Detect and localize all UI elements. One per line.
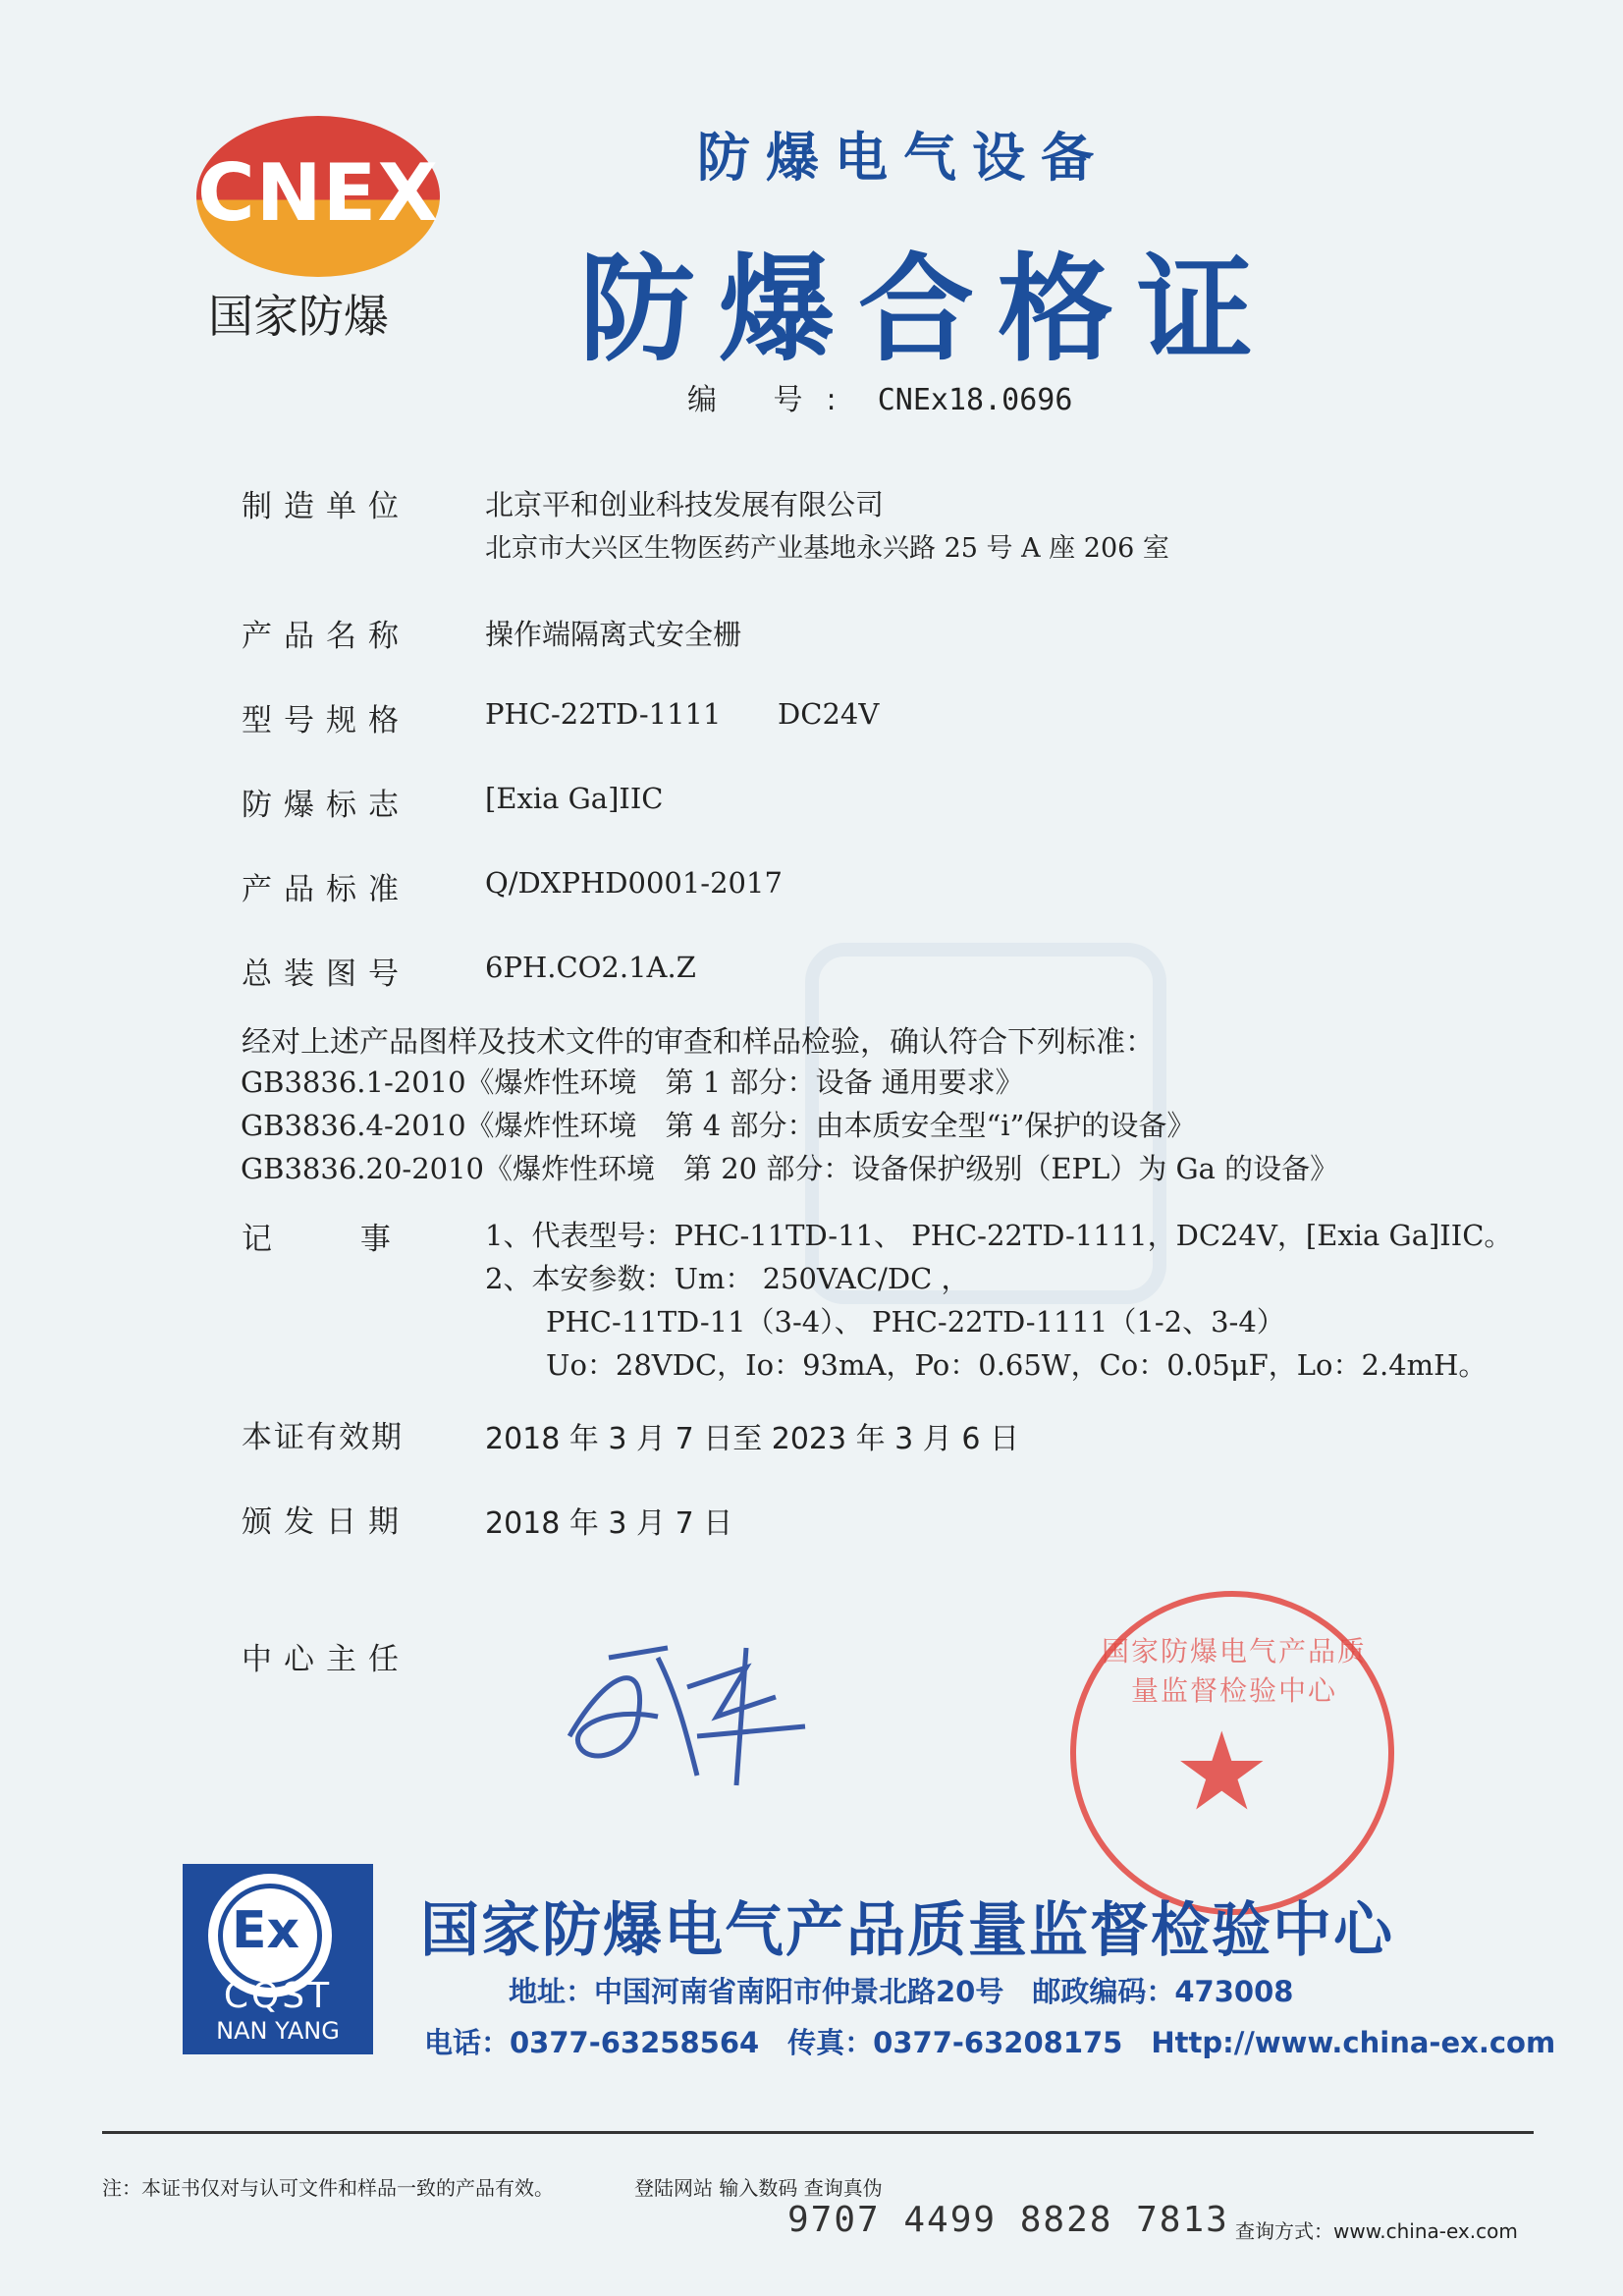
notes-label: 记 事 <box>242 1222 430 1257</box>
nanyang-text: NAN YANG <box>216 2017 340 2045</box>
cqst-text: CQST <box>223 1976 333 2016</box>
standard-line: GB3836.1-2010《爆炸性环境 第 1 部分：设备 通用要求》 <box>241 1066 1024 1099</box>
model-value: PHC-22TD-1111 <box>485 697 722 731</box>
issuer-contact: 电话：0377-63258564 传真：0377-63208175 Http://www.china-ex.com <box>424 2026 1556 2059</box>
standard-line: GB3836.20-2010《爆炸性环境 第 20 部分：设备保护级别（EPL）为 Ga 的设备》 <box>241 1152 1339 1185</box>
cnex-logo-text: CNEX <box>197 147 439 239</box>
validity-value: 2018 年 3 月 7 日至 2023 年 3 月 6 日 <box>485 1422 1019 1456</box>
manufacturer-label: 制造单位 <box>242 489 410 524</box>
notes-line: 1、代表型号：PHC-11TD-11、 PHC-22TD-1111，DC24V，[Exia Ga]IIC。 <box>485 1219 1513 1252</box>
product-name-label: 产品名称 <box>242 619 410 654</box>
notes-line: Uo：28VDC，Io：93mA，Po：0.65W，Co：0.05μF，Lo：2.4mH。 <box>546 1348 1488 1382</box>
product-name: 操作端隔离式安全栅 <box>485 618 742 651</box>
issue-date-label: 颁发日期 <box>242 1504 410 1540</box>
ex-mark-value: [Exia Ga]IIC <box>485 782 664 815</box>
director-signature <box>550 1628 825 1795</box>
model-voltage: DC24V <box>778 697 880 731</box>
manufacturer-address: 北京市大兴区生物医药产业基地永兴路 25 号 A 座 206 室 <box>485 533 1169 564</box>
drawing-label: 总装图号 <box>242 957 410 992</box>
model-label: 型号规格 <box>242 703 410 738</box>
validity-label: 本证有效期 <box>242 1420 404 1455</box>
manufacturer-name: 北京平和创业科技发展有限公司 <box>485 488 885 521</box>
footer-divider <box>102 2131 1534 2134</box>
certificate-title: 防爆合格证 <box>578 242 1276 377</box>
standard-label: 产品标准 <box>242 872 410 907</box>
drawing-value: 6PH.CO2.1A.Z <box>485 951 696 984</box>
certificate-number-label: 编 号: <box>687 383 860 417</box>
seal-text: 国家防爆电气产品质量监督检验中心 <box>1101 1635 1367 1707</box>
footer-verify: 登陆网站 输入数码 查询真伪 <box>634 2176 883 2200</box>
conformity-statement: 经对上述产品图样及技术文件的审查和样品检验，确认符合下列标准： <box>242 1025 1155 1060</box>
verification-code: 9707 4499 8828 7813 <box>787 2200 1229 2240</box>
director-label: 中心主任 <box>242 1642 410 1677</box>
certificate-category-title: 防爆电气设备 <box>697 127 1109 189</box>
certificate-number <box>687 375 1072 418</box>
issue-date-value: 2018 年 3 月 7 日 <box>485 1506 733 1541</box>
ex-logo-text: Ex <box>232 1901 300 1960</box>
standard-value: Q/DXPHD0001-2017 <box>485 866 783 900</box>
query-method: 查询方式：www.china-ex.com <box>1235 2219 1518 2243</box>
standard-line: GB3836.4-2010《爆炸性环境 第 4 部分：由本质安全型“i”保护的设备》 <box>241 1109 1196 1142</box>
issuer-address: 地址：中国河南省南阳市仲景北路20号 邮政编码：473008 <box>509 1975 1294 2008</box>
certificate-number-value: CNEx18.0696 <box>877 383 1073 417</box>
issuer-name: 国家防爆电气产品质量监督检验中心 <box>420 1896 1394 1965</box>
footer-note: 注：本证书仅对与认可文件和样品一致的产品有效。 <box>102 2176 554 2200</box>
cnex-logo-subtitle: 国家防爆 <box>208 290 389 343</box>
ex-mark-label: 防爆标志 <box>242 788 410 823</box>
notes-line: 2、本安参数：Um： 250VAC/DC ， <box>485 1262 970 1295</box>
notes-line: PHC-11TD-11（3-4）、 PHC-22TD-1111（1-2、3-4） <box>546 1305 1285 1339</box>
seal-star-icon: ★ <box>1173 1709 1271 1834</box>
